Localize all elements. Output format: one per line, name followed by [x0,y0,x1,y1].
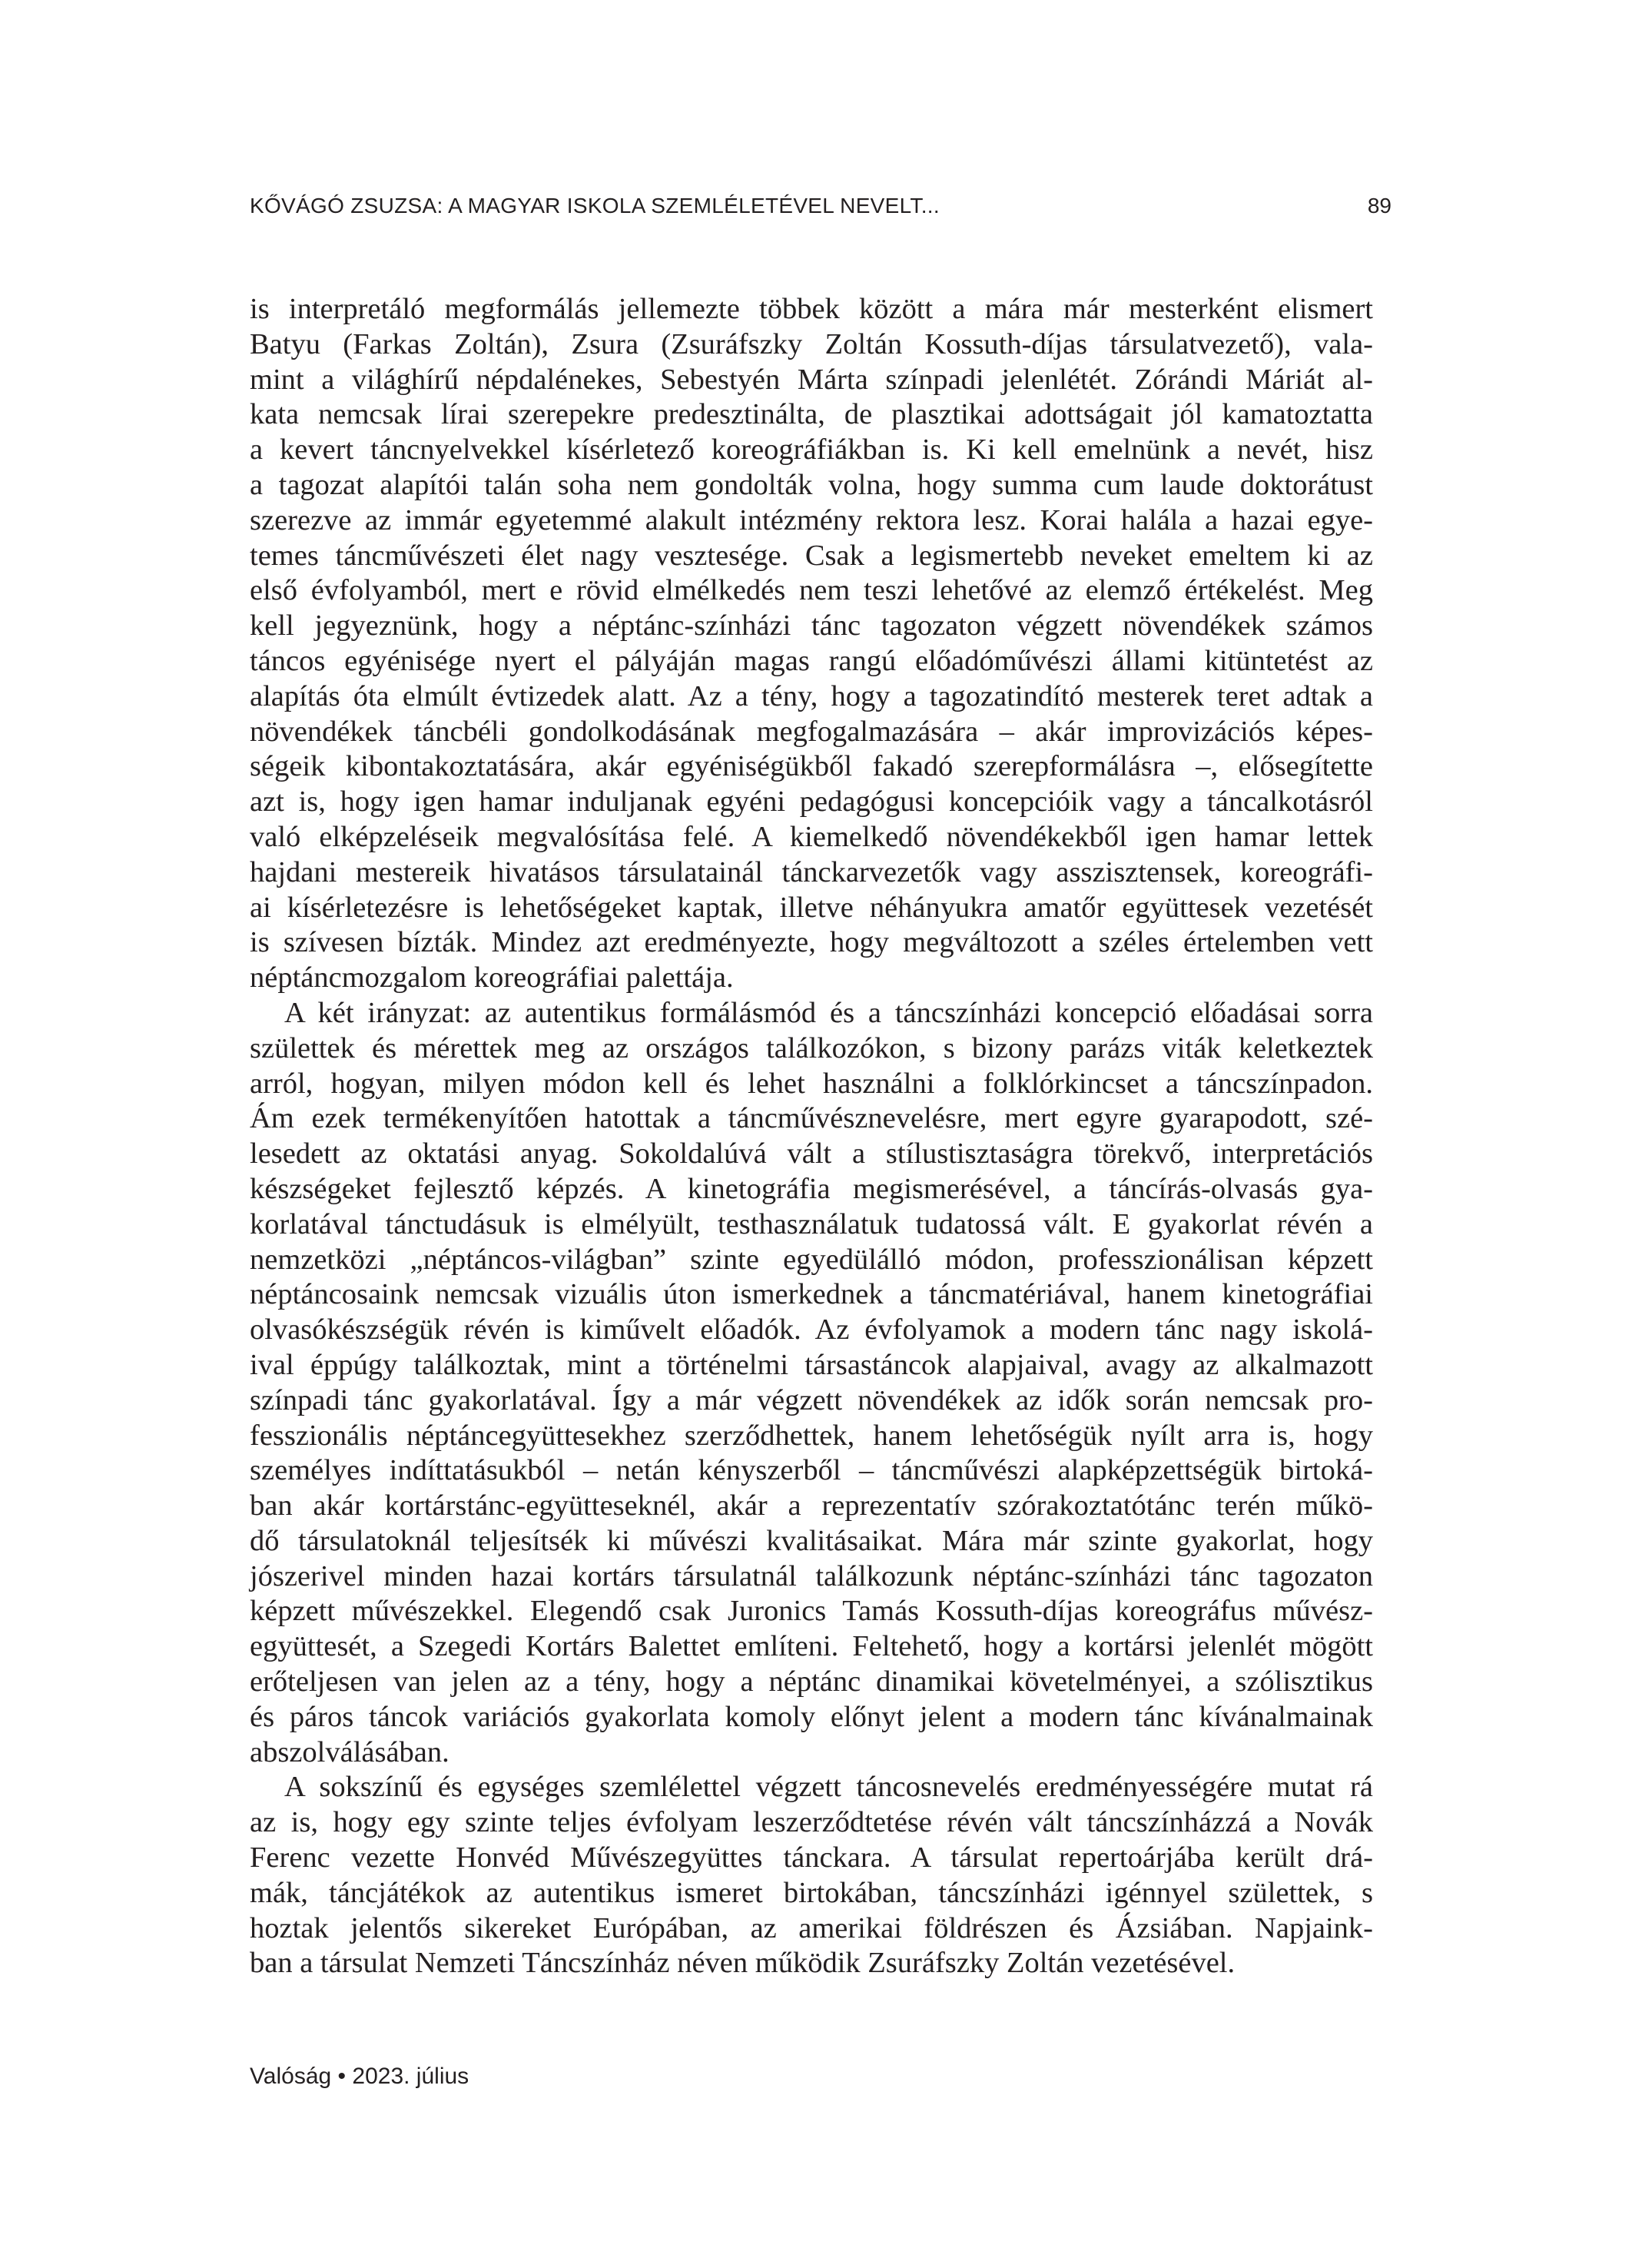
text-line: a tagozat alapítói talán soha nem gondolták volna, hogy summa cum laude doktorátust [250,468,1373,501]
text-line: szerezve az immár egyetemmé alakult intézmény rektora lesz. Korai halála a hazai egye- [250,503,1373,536]
text-line: születtek és mérettek meg az országos találkozókon, s bizony parázs viták keletkeztek [250,1031,1373,1064]
footer-separator: • [337,2064,347,2089]
text-line: nemzetközi „néptáncos-világban” szinte egyedülálló módon, professzionálisan képzett [250,1243,1373,1276]
text-line: és páros táncok variációs gyakorlata komoly előnyt jelent a modern tánc kívánalmainak [250,1700,1373,1733]
footer-publication: Valóság [250,2064,332,2089]
text-line: a kevert táncnyelvekkel kísérletező koreográfiákban is. Ki kell emelnünk a nevét, hisz [250,433,1373,467]
text-line: kata nemcsak lírai szerepekre predesztinálta, de plasztikai adottságait jól kamatoztatta [250,398,1373,431]
text-line: korlatával tánctudásuk is elmélyült, testhasználatuk tudatossá vált. E gyakorlat révén a [250,1207,1373,1240]
text-line: néptáncosaink nemcsak vizuális úton ismerkednek a táncmatériával, hanem kinetográfiai [250,1278,1373,1311]
page-footer [250,2063,469,2090]
running-title: KŐVÁGÓ ZSUZSA: A MAGYAR ISKOLA SZEMLÉLETÉVEL NEVELT... [250,194,940,218]
article-body [250,292,1373,1981]
text-line: fesszionális néptáncegyüttesekhez szerződhettek, hanem lehetőségük nyílt arra is, hogy [250,1419,1373,1452]
text-line: A két irányzat: az autentikus formálásmód és a táncszínházi koncepció előadásai sorra [284,996,1373,1029]
paragraph [250,996,1373,1771]
text-line: abszolválásában. [250,1735,449,1768]
text-line: lesedett az oktatási anyag. Sokoldalúvá vált a stílustisztaságra törekvő, interpretációs [250,1137,1373,1171]
text-line: ban a társulat Nemzeti Táncszínház néven működik Zsuráfszky Zoltán vezetésével. [250,1947,1236,1980]
text-line: hajdani mestereik hivatásos társulatainál tánckarvezetők vagy asszisztensek, koreográfi- [250,855,1373,888]
text-line: ai kísérletezésre is lehetőségeket kaptak, illetve néhányukra amatőr együttesek vezetését [250,891,1373,924]
text-line: személyes indíttatásukból – netán kényszerből – táncművészi alapképzettségük birtoká- [250,1454,1373,1487]
text-line: az is, hogy egy szinte teljes évfolyam leszerződtetése révén vált táncszínházzá a Novák [250,1806,1373,1839]
paragraph [250,1770,1373,1981]
text-line: növendékek táncbéli gondolkodásának megfogalmazására – akár improvizációs képes- [250,715,1373,748]
text-line: Ám ezek termékenyítően hatottak a táncművésznevelésre, mert egyre gyarapodott, szé- [250,1102,1373,1135]
text-line: is szívesen bízták. Mindez azt eredményezte, hogy megváltozott a széles értelemben vett [250,926,1373,959]
text-line: A sokszínű és egységes szemlélettel végzett táncosnevelés eredményességére mutat rá [284,1771,1373,1804]
text-line: azt is, hogy igen hamar induljanak egyéni pedagógusi koncepcióik vagy a táncalkotásról [250,785,1373,819]
text-line: temes táncművészeti élet nagy vesztesége. Csak a legismertebb neveket emeltem ki az [250,539,1373,572]
text-line: táncos egyénisége nyert el pályáján magas rangú előadóművészi állami kitüntetést az [250,644,1373,677]
text-line: színpadi tánc gyakorlatával. Így a már végzett növendékek az idők során nemcsak pro- [250,1383,1373,1416]
paragraph [250,292,1373,996]
text-line: arról, hogyan, milyen módon kell és lehet használni a folklórkincset a táncszínpadon. [250,1067,1373,1100]
text-line: Ferenc vezette Honvéd Művészegyüttes tánckara. A társulat repertoárjába került drá- [250,1841,1373,1875]
text-line: olvasókészségük révén is kiművelt előadók. Az évfolyamok a modern tánc nagy iskolá- [250,1313,1373,1347]
text-line: is interpretáló megformálás jellemezte többek között a mára már mesterként elismert [250,293,1373,325]
text-line: jószerivel minden hazai kortárs társulatnál találkozunk néptánc-színházi tánc tagozaton [250,1559,1373,1592]
text-line: erőteljesen van jelen az a tény, hogy a néptánc dinamikai követelményei, a szólisztikus [250,1665,1373,1699]
text-line: első évfolyamból, mert e rövid elmélkedés nem teszi lehetővé az elemző értékelést. Meg [250,574,1373,607]
text-line: ban akár kortárstánc-együtteseknél, akár a reprezentatív szórakoztatótánc terén műkö- [250,1489,1373,1523]
footer-issue: 2023. július [352,2064,469,2089]
text-line: alapítás óta elmúlt évtizedek alatt. Az a tény, hogy a tagozatindító mesterek teret adtak a [250,679,1373,712]
running-header [250,192,1392,220]
text-line: Batyu (Farkas Zoltán), Zsura (Zsuráfszky Zoltán Kossuth-díjas társulatvezető), vala- [250,327,1373,360]
text-line: mint a világhírű népdalénekes, Sebestyén Márta színpadi jelenlétét. Zórándi Máriát al- [250,363,1373,396]
text-line: dő társulatoknál teljesítsék ki művészi kvalitásaikat. Mára már szinte gyakorlat, hogy [250,1524,1373,1557]
text-line: mák, táncjátékok az autentikus ismeret birtokában, táncszínházi igénnyel születtek, s [250,1876,1373,1909]
text-line: néptáncmozgalom koreográfiai palettája. [250,961,734,995]
text-line: való elképzeléseik megvalósítása felé. A kiemelkedő növendékekből igen hamar lettek [250,820,1373,853]
text-line: ival éppúgy találkoztak, mint a történelmi társastáncok alapjaival, avagy az alkalmazott [250,1348,1373,1381]
text-line: képzett művészekkel. Elegendő csak Juronics Tamás Kossuth-díjas koreográfus művész- [250,1595,1373,1628]
text-line: ségeik kibontakoztatására, akár egyéniségükből fakadó szerepformálásra –, elősegítette [250,750,1373,783]
text-line: együttesét, a Szegedi Kortárs Balettet említeni. Feltehető, hogy a kortársi jelenlét mögött [250,1630,1373,1663]
text-line: kell jegyeznünk, hogy a néptánc-színházi tánc tagozaton végzett növendékek számos [250,609,1373,643]
page-number: 89 [1367,194,1392,218]
text-line: hoztak jelentős sikereket Európában, az amerikai földrészen és Ázsiában. Napjaink- [250,1911,1373,1944]
text-line: készségeket fejlesztő képzés. A kinetográfia megismerésével, a táncírás-olvasás gya- [250,1172,1373,1205]
